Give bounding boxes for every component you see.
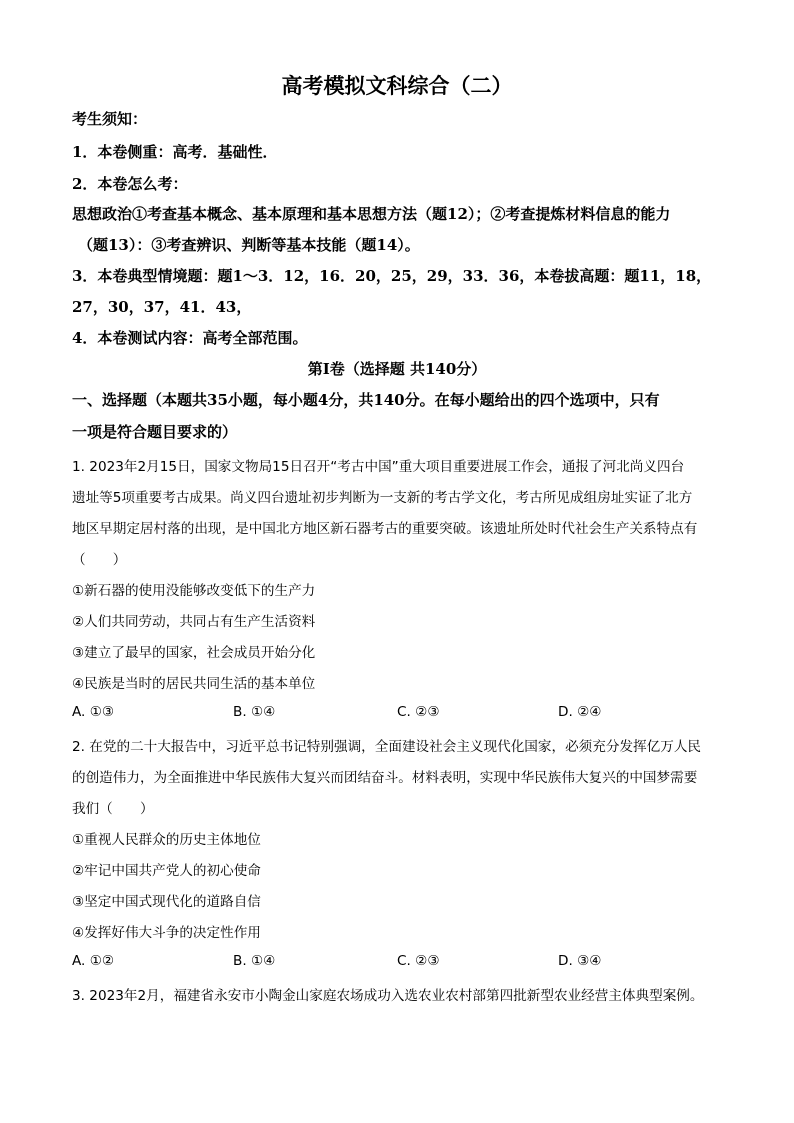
question-1-statement-2: ②人们共同劳动，共同占有生产生活资料 (72, 614, 316, 630)
section-intro-line-1: 一、选择题（本题共35小题，每小题4分，共140分。在每小题给出的四个选项中，只有 (72, 391, 660, 409)
question-2-option-a[interactable]: A. ①② (72, 953, 115, 969)
question-1-statement-3: ③建立了最早的国家，社会成员开始分化 (72, 645, 316, 661)
question-1-statement-4: ④民族是当时的居民共同生活的基本单位 (72, 676, 316, 692)
question-2-statement-1: ①重视人民群众的历史主体地位 (72, 832, 261, 848)
question-1-option-c[interactable]: C. ②③ (397, 704, 440, 720)
notice-item-2-line-2: （题13）：③考查辨识、判断等基本技能（题14）。 (78, 236, 420, 254)
question-2-option-d[interactable]: D. ③④ (558, 953, 602, 969)
question-1-stem-line-2: 遗址等5项重要考古成果。尚义四台遗址初步判断为一支新的考古学文化，考古所见成组房址实证了北方 (72, 490, 693, 506)
notice-item-1: 1．本卷侧重：高考．基础性． (72, 143, 278, 161)
question-2-statement-2: ②牢记中国共产党人的初心使命 (72, 863, 261, 879)
question-1-stem-line-1: 1. 2023年2月15日，国家文物局15日召开“考古中国”重大项目重要进展工作会，通报了河北尚义四台 (72, 459, 685, 475)
notice-item-3-line-1: 3．本卷典型情境题：题1～3．12，16．20，25，29，33．36，本卷拔高题：题11，18， (72, 267, 712, 285)
question-2-stem-line-1: 2. 在党的二十大报告中，习近平总书记特别强调，全面建设社会主义现代化国家，必须充分发挥亿万人民 (72, 739, 702, 755)
notice-item-2: 2．本卷怎么考： (72, 175, 188, 193)
section-intro-line-2: 一项是符合题目要求的） (72, 423, 238, 441)
notice-item-4: 4．本卷测试内容：高考全部范围。 (72, 329, 308, 347)
question-1-stem-line-4: （ ） (72, 552, 127, 568)
notice-item-2-line-1: 思想政治①考查基本概念、基本原理和基本思想方法（题12）；②考查提炼材料信息的能力 (72, 205, 671, 223)
notice-heading: 考生须知： (72, 110, 148, 128)
question-1-statement-1: ①新石器的使用没能够改变低下的生产力 (72, 583, 316, 599)
notice-item-3-line-2: 27，30，37，41．43， (72, 298, 252, 316)
question-2-stem-line-2: 的创造伟力，为全面推进中华民族伟大复兴而团结奋斗。材料表明，实现中华民族伟大复兴的中国梦需要 (72, 770, 698, 786)
question-2-stem-line-3: 我们（ ） (72, 801, 154, 817)
question-1-stem-line-3: 地区早期定居村落的出现，是中国北方地区新石器考古的重要突破。该遗址所处时代社会生产关系特点有 (72, 521, 698, 537)
page-title: 高考模拟文科综合（二） (281, 73, 513, 98)
question-2-option-b[interactable]: B. ①④ (233, 953, 276, 969)
section-title: 第Ⅰ卷（选择题 共140分） (307, 360, 487, 378)
question-2-statement-3: ③坚定中国式现代化的道路自信 (72, 894, 261, 910)
question-1-option-b[interactable]: B. ①④ (233, 704, 276, 720)
question-3-stem-line-1: 3. 2023年2月，福建省永安市小陶金山家庭农场成功入选农业农村部第四批新型农业经营主体典型案例。 (72, 988, 704, 1004)
question-1-option-d[interactable]: D. ②④ (558, 704, 602, 720)
question-2-statement-4: ④发挥好伟大斗争的决定性作用 (72, 925, 261, 941)
question-1-option-a[interactable]: A. ①③ (72, 704, 115, 720)
question-2-option-c[interactable]: C. ②③ (397, 953, 440, 969)
